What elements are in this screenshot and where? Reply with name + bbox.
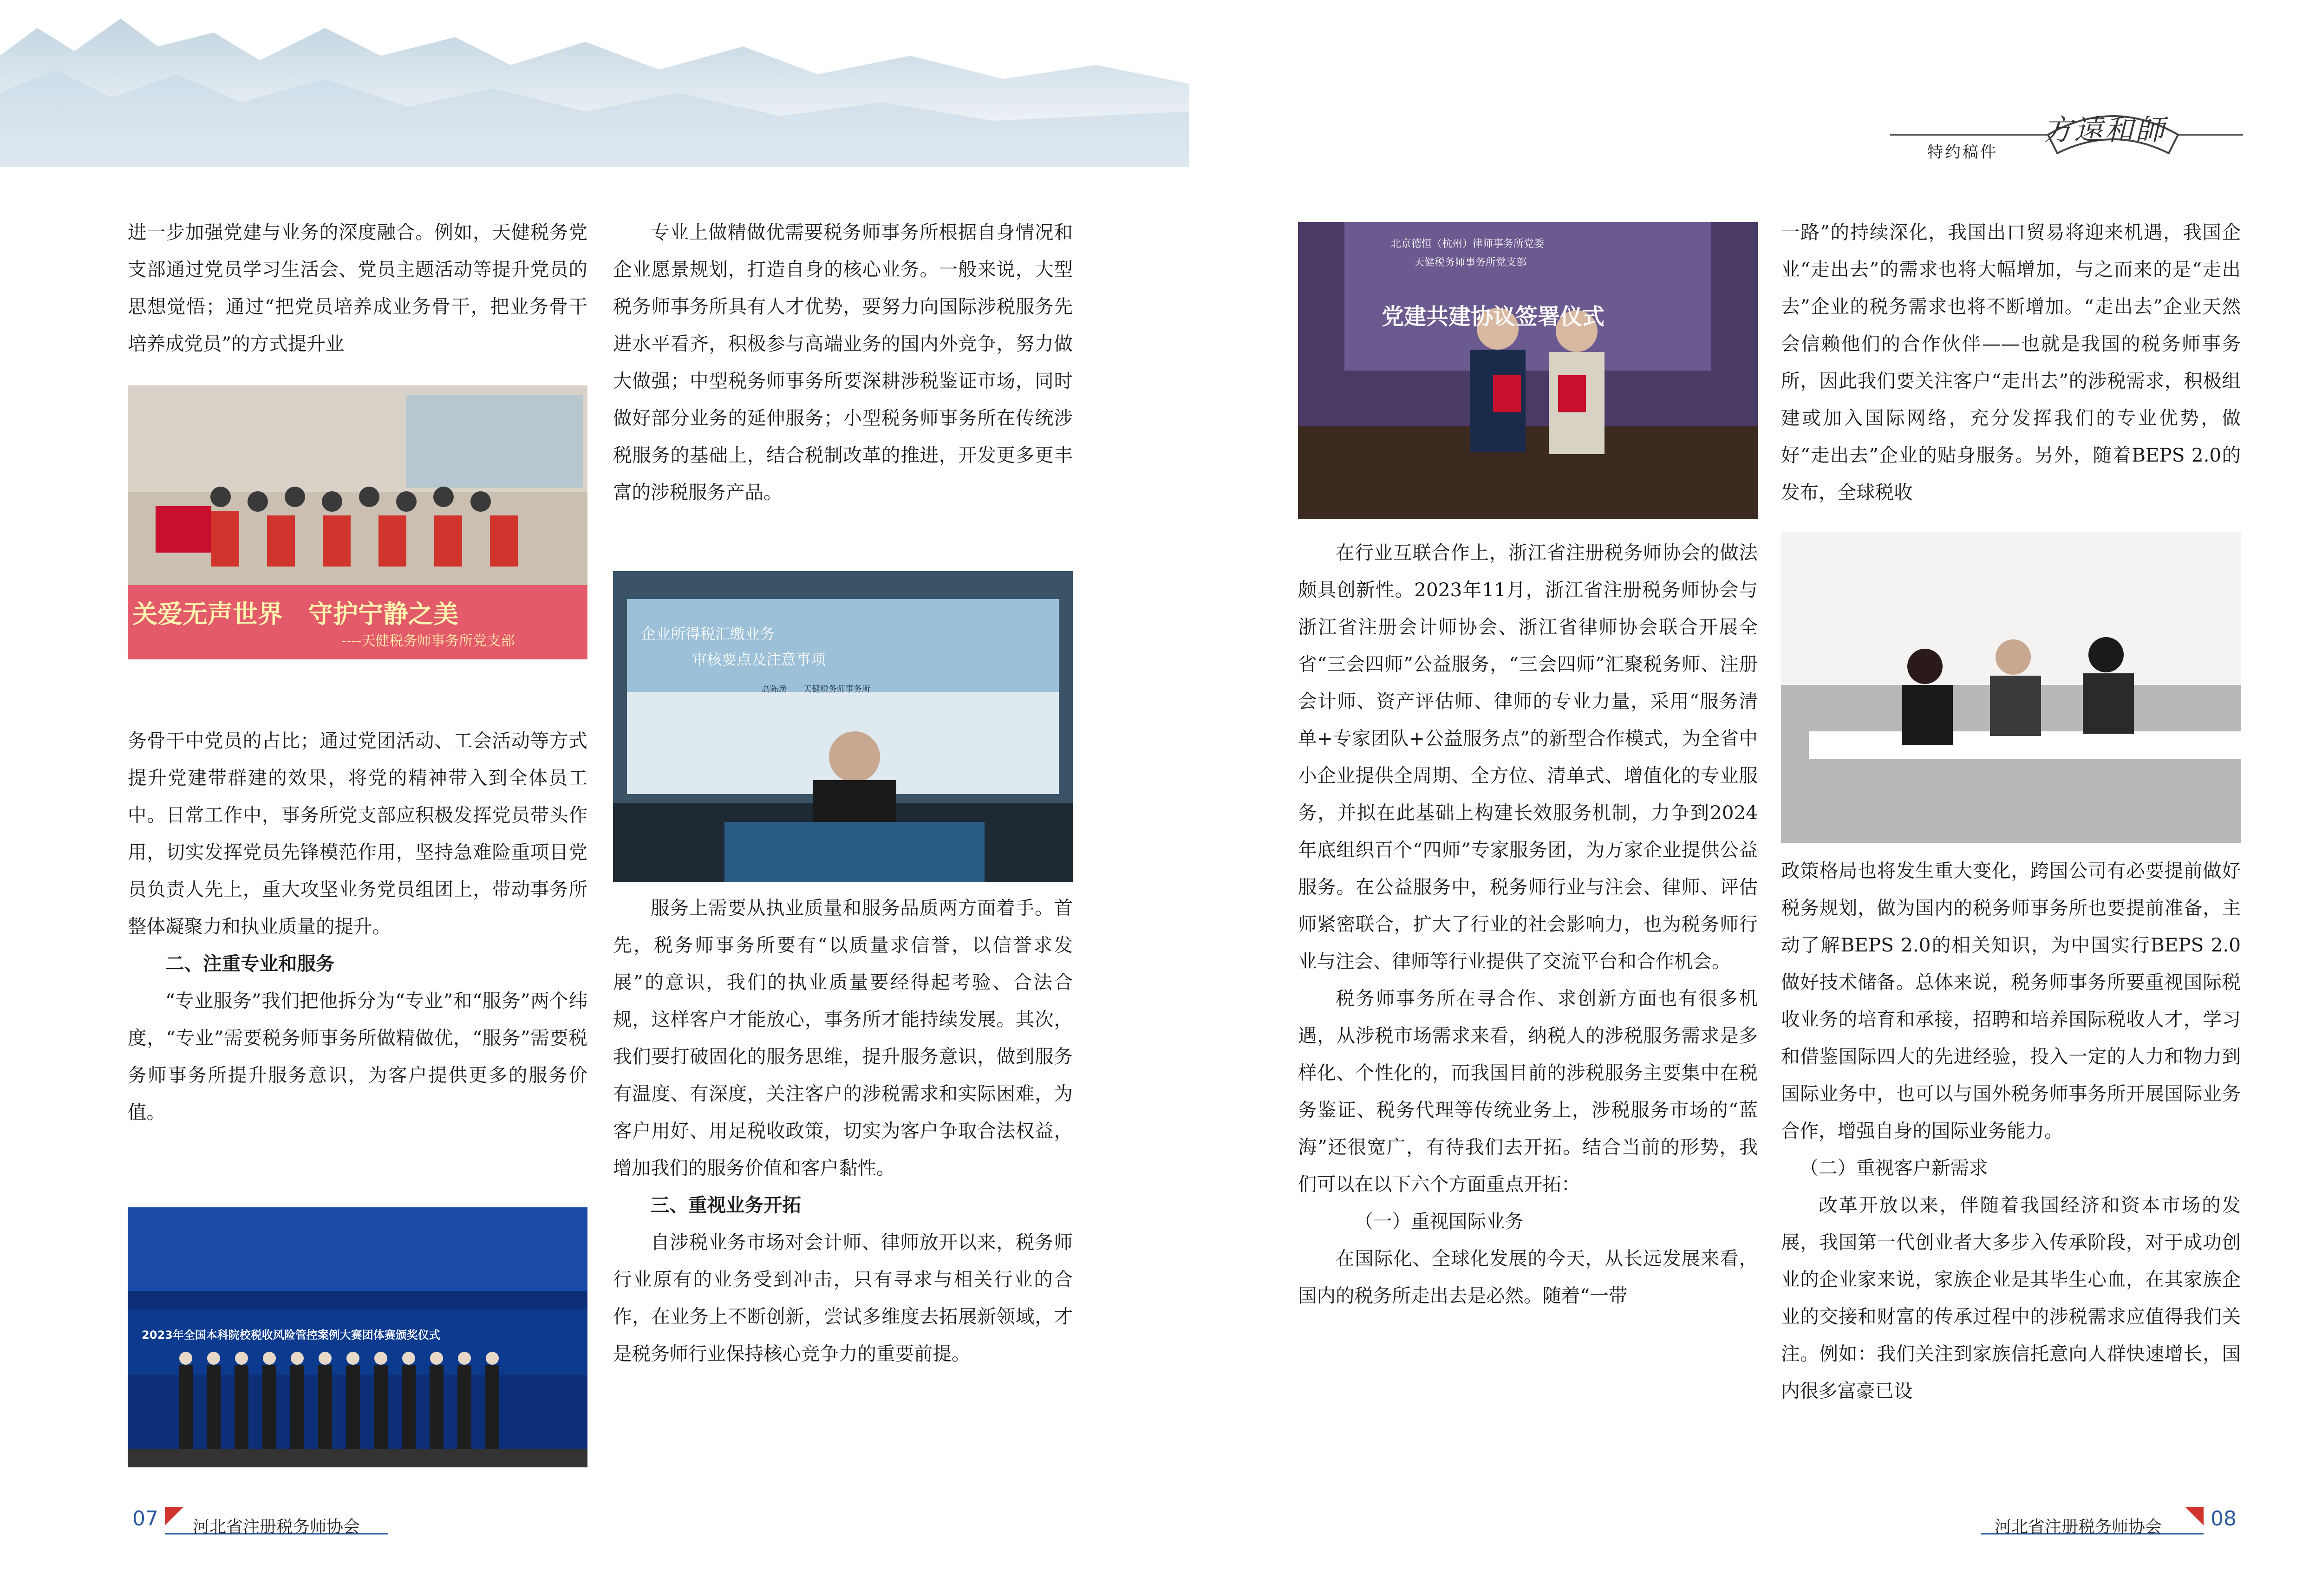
left-column-2-bottom bbox=[613, 889, 1073, 1372]
left-column-1 bbox=[128, 214, 587, 362]
slide-title-2: 审核要点及注意事项 bbox=[692, 651, 826, 668]
footer-right bbox=[1981, 1507, 2241, 1535]
photo-meeting bbox=[1781, 532, 2241, 843]
photo-signing-ceremony bbox=[1298, 222, 1758, 519]
footer-left bbox=[128, 1507, 388, 1535]
col1-top-text: 进一步加强党建与业务的深度融合。例如，天健税务党支部通过党员学习生活会、党员主题活动等提升党员的思想觉悟；通过“把党员培养成业务骨干，把业务骨干培养成党员”的方式提升业 bbox=[128, 221, 587, 355]
subheading-1: （一）重视国际业务 bbox=[1354, 1210, 1524, 1232]
left-column-1-bottom bbox=[128, 722, 587, 1131]
right-column-4-bottom bbox=[1781, 852, 2241, 1409]
banner-main-text: 关爱无声世界 守护宁静之美 bbox=[132, 599, 458, 629]
col2-top-text: 专业上做精做优需要税务师事务所根据自身情况和企业愿景规划，打造自身的核心业务。一般来说，大型税务师事务所具有人才优势，要努力向国际涉税服务先进水平看齐，积极参与高端业务的国内外竞争，努力做大做强；中型税务师事务所要深耕涉税鉴证市场，同时做好部分业务的延伸服务；小型税务师事务所在传统涉税服务的基础上，结合税制改革的推进，开发更多更丰富的涉税服务产品。 bbox=[613, 221, 1073, 503]
col3-para2: 税务师事务所在寻合作、求创新方面也有很多机遇，从涉税市场需求来看，纳税人的涉税服务需求是多样化、个性化的，而我国目前的涉税服务主要集中在税务鉴证、税务代理等传统业务上，涉税服务市场的“蓝海”还很宽广，有待我们去开拓。结合当前的形势，我们可以在以下六个方面重点开拓： bbox=[1298, 987, 1758, 1195]
slide-title-1: 企业所得税汇缴业务 bbox=[641, 625, 775, 643]
signing-org-2: 天健税务师事务所党支部 bbox=[1414, 257, 1527, 268]
col1-mid-text: 务骨干中党员的占比；通过党团活动、工会活动等方式提升党建带群建的效果，将党的精神带入到全体员工中。日常工作中，事务所党支部应积极发挥党员带头作用，切实发挥党员先锋模范作用，坚持急难险重项目党员负责人先上，重大攻坚业务党员组团上，带动事务所整体凝聚力和执业质量的提升。 bbox=[128, 730, 587, 938]
col3-text: 在行业互联合作上，浙江省注册税务师协会的做法颇具创新性。2023年11月，浙江省注册税务师协会与浙江省注册会计师协会、浙江省律师协会联合开展全省“三会四师”公益服务，“三会四师”汇聚税务师、注册会计师、资产评估师、律师的专业力量，采用“服务清单+专家团队+公益服务点”的新型合作模式，为全省中小企业提供全周期、全方位、清单式、增值化的专业服务，并拟在此基础上构建长效服务机制，力争到2024年底组织百个“四师”专家服务团，为万家企业提供公益服务。在公益服务中，税务师行业与注会、律师、评估师紧密联合，扩大了行业的社会影响力，也为税务师行业与注会、律师等行业提供了交流平台和合作机会。 bbox=[1298, 541, 1758, 972]
col4-top-text: 一路”的持续深化，我国出口贸易将迎来机遇，我国企业“走出去”的需求也将大幅增加，与之而来的是“走出去”企业的税务需求也将不断增加。“走出去”企业天然会信赖他们的合作伙伴——也就是我国的税务师事务所，因此我们要关注客户“走出去”的涉税需求，积极组建或加入国际网络，充分发挥我们的专业优势，做好“走出去”企业的贴身服务。另外，随着BEPS 2.0的发布，全球税收 bbox=[1781, 221, 2241, 503]
page-number-left: 07 bbox=[132, 1507, 158, 1531]
col2-mid-text: 服务上需要从执业质量和服务品质两方面着手。首先，税务师事务所要有“以质量求信誉，以信誉求发展”的意识，我们的执业质量要经得起考验、合法合规，这样客户才能放心，事务所才能持续发展。其次，我们要打破固化的服务思维，提升服务意识，做到服务有温度、有深度，关注客户的涉税需求和实际困难，为客户用好、用足税收政策，切实为客户争取合法权益，增加我们的服务价值和客户黏性。 bbox=[613, 897, 1073, 1179]
col4-mid-text: 政策格局也将发生重大变化，跨国公司有必要提前做好税务规划，做为国内的税务师事务所也要提前准备，主动了解BEPS 2.0的相关知识，为中国实行BEPS 2.0做好技术储备。总体来说，税务师事务所要重视国际税收业务的培育和承接，招聘和培养国际税收人才，学习和借鉴国际四大的先进经验，投入一定的人力和物力到国际业务中，也可以与国外税务师事务所开展国际业务合作，增强自身的国际业务能力。 bbox=[1781, 860, 2241, 1142]
col4-para2: 改革开放以来，伴随着我国经济和资本市场的发展，我国第一代创业者大多步入传承阶段，对于成功创业的企业家来说，家族企业是其毕生心血，在其家族企业的交接和财富的传承过程中的涉税需求应值得我们关注。例如：我们关注到家族信托意向人群快速增长，国内很多富豪已设 bbox=[1781, 1194, 2241, 1402]
section-label: 特约稿件 bbox=[1927, 143, 1998, 162]
award-slide-title: 2023年全国本科院校税收风险管控案例大赛团体赛颁奖仪式 bbox=[142, 1329, 440, 1342]
col1-para2: “专业服务”我们把他拆分为“专业”和“服务”两个纬度，“专业”需要税务师事务所做精做优，“服务”需要税务师事务所提升服务意识，为客户提供更多的服务价值。 bbox=[128, 990, 587, 1123]
heading-3: 三、重视业务开拓 bbox=[651, 1194, 801, 1216]
signing-org-1: 北京德恒（杭州）律师事务所党委 bbox=[1391, 238, 1545, 250]
mountain-header-decoration bbox=[0, 0, 1189, 167]
right-column-4 bbox=[1781, 214, 2241, 511]
right-column-3 bbox=[1298, 534, 1758, 1314]
left-column-2 bbox=[613, 214, 1073, 511]
photo-lecture bbox=[613, 571, 1073, 882]
slide-presenter: 高陈焕 天健税务师事务所 bbox=[762, 684, 870, 694]
page-number-right: 08 bbox=[2211, 1507, 2237, 1531]
banner-sub-text: ----天健税务师事务所党支部 bbox=[341, 633, 515, 649]
signing-title: 党建共建协议签署仪式 bbox=[1382, 304, 1605, 330]
photo-volunteer-group bbox=[128, 385, 587, 659]
heading-2: 二、注重专业和服务 bbox=[165, 952, 335, 975]
col2-para3: 自涉税业务市场对会计师、律师放开以来，税务师行业原有的业务受到冲击，只有寻求与相关行业的合作，在业务上不断创新，尝试多维度去拓展新领域，才是税务师行业保持核心竞争力的重要前提。 bbox=[613, 1231, 1073, 1365]
photo-award-ceremony bbox=[128, 1207, 587, 1467]
footer-org-left: 河北省注册税务师协会 bbox=[193, 1518, 360, 1537]
subheading-2: （二）重视客户新需求 bbox=[1800, 1157, 1988, 1179]
seal-text: 方遠和師 bbox=[2043, 113, 2166, 147]
footer-org-right: 河北省注册税务师协会 bbox=[1995, 1518, 2162, 1537]
col3-para3: 在国际化、全球化发展的今天，从长远发展来看，国内的税务所走出去是必然。随着“一带 bbox=[1298, 1247, 1758, 1307]
